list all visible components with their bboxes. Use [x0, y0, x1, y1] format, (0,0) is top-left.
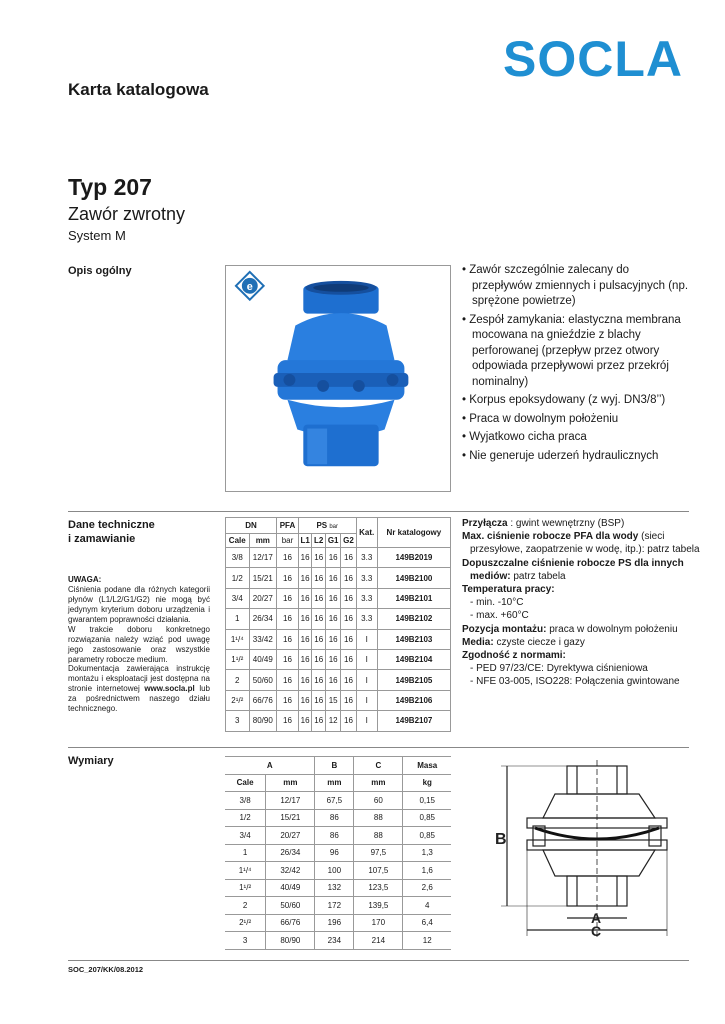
- divider: [68, 747, 689, 748]
- table-row: 1 26/34 96 97,5 1,3: [225, 844, 451, 862]
- col-header-cale: Cale: [226, 534, 250, 548]
- table-row: 3/8 12/17 67,5 60 0,15: [225, 792, 451, 810]
- doc-title: Karta katalogowa: [68, 80, 209, 99]
- section-technical-label: Dane techniczne i zamawianie: [68, 519, 155, 545]
- divider: [68, 960, 689, 961]
- feature-item: • Praca w dowolnym położeniu: [462, 412, 692, 428]
- product-photo: [225, 265, 451, 492]
- col-header-pfa: PFA: [277, 518, 299, 534]
- certification-badge-icon: [236, 272, 264, 300]
- feature-item: • Nie generuje uderzeń hydraulicznych: [462, 449, 692, 465]
- spec-item: Temperatura pracy:: [462, 584, 555, 596]
- table-row: 3/4 20/27 86 88 0,85: [225, 827, 451, 845]
- feature-item: • Korpus epoksydowany (z wyj. DN3/8’’): [462, 393, 692, 409]
- table-row: 2¹/² 66/76 16 16 16 15 16 I 149B2106: [226, 690, 451, 710]
- dimension-label-c: C: [591, 923, 602, 938]
- table-row: 3 80/90 16 16 16 12 16 I 149B2107: [226, 711, 451, 731]
- svg-text:e: e: [246, 280, 253, 293]
- feature-list: [462, 263, 692, 467]
- table-row: 1/2 15/21 16 16 16 16 16 3.3 149B2100: [226, 568, 451, 588]
- table-row: 1¹/⁴ 32/42 100 107,5 1,6: [225, 862, 451, 880]
- table-row: 2¹/² 66/76 196 170 6,4: [225, 914, 451, 932]
- dimension-label-a: A: [591, 910, 602, 926]
- table-row: 3/8 12/17 16 16 16 16 16 3.3 149B2019: [226, 548, 451, 568]
- feature-item: • Zawór szczególnie zalecany do przepływów zmiennych i pulsacyjnych (np. sprężone powietrze): [462, 263, 692, 310]
- col-header-kat: Kat.: [356, 518, 377, 548]
- spec-item: Pozycja montażu: praca w dowolnym położeniu: [462, 623, 678, 635]
- spec-item: Dopuszczalne ciśnienie robocze PS dla innych mediów: patrz tabela: [462, 557, 684, 582]
- type-title: Typ 207: [68, 174, 152, 200]
- spec-item: Media: czyste ciecze i gazy: [462, 636, 585, 648]
- spec-item: Przyłącza : gwint wewnętrzny (BSP): [462, 518, 625, 529]
- table-row: 2 50/60 16 16 16 16 16 I 149B2105: [226, 670, 451, 690]
- col-header-ps: PS bar: [298, 518, 356, 534]
- order-table: DN PFA PS bar Kat. Nr katalogowy Cale mm bar L1 L2 G1 G2 3/8 12/17 16 16 16 16 16 3.3 149B2019 1/2 15/21 16 16 16 16 16 3.3 149B2100 3/4 20/27 16 16 16 16 16 3.3 149B2101 1 26/34 16 16 16 16 16 3.3 149B2102 1¹/⁴ 33/42 16 16 16 16 16 I 149B2103 1¹/² 40/49 16 16 16 16 16 I 149B2104 2 50/60 16 16 16 16 16 I 149B2105 2¹/² 66/76 16 16 16 15 16 I 149B2106 3 80/90 16 16 16 12 16 I 149B2107: [225, 517, 451, 732]
- col-header-masa: Masa: [403, 757, 451, 775]
- dimensions-table: A B C Masa Cale mm mm mm kg 3/8 12/17 67,5 60 0,15 1/2 15/21 86 88 0,85 3/4 20/27 86 88 0,85 1 26/34 96 97,5 1,3 1¹/⁴ 32/42 100 107,5 1,6 1¹/² 40/49 132 123,5 2,6 2 50/60 172 139,5 4 2¹/² 66/76 196 170 6,4 3 80/90 234 214 12: [225, 756, 451, 950]
- website-link[interactable]: www.socla.pl: [144, 684, 195, 693]
- logo-text: SOCLA: [503, 31, 683, 87]
- table-row: 3/4 20/27 16 16 16 16 16 3.3 149B2101: [226, 588, 451, 608]
- section-dimensions-label: Wymiary: [68, 755, 114, 767]
- note-paragraph: W trakcie doboru konkretnego rozwiązania należy wziąć pod uwagę jego zastosowanie oraz wszystkie parametry robocze medium.: [68, 625, 210, 664]
- table-row: 1¹/² 40/49 132 123,5 2,6: [225, 879, 451, 897]
- table-row: 1¹/² 40/49 16 16 16 16 16 I 149B2104: [226, 649, 451, 669]
- table-row: 3 80/90 234 214 12: [225, 932, 451, 950]
- note-body: [68, 585, 210, 665]
- note-heading: UWAGA:: [68, 575, 102, 584]
- col-header-c: C: [354, 757, 403, 775]
- col-header-pfa-unit: bar: [277, 534, 299, 548]
- footer-code: SOC_207/KK/08.2012: [68, 965, 144, 974]
- spec-list: [462, 517, 702, 689]
- socla-logo: [503, 31, 687, 87]
- dimension-label-b: B: [495, 831, 507, 848]
- note-paragraph: Ciśnienia podane dla różnych kategorii płynów (L1/L2/G1/G2) nie mogą być jedynym kryterium doboru urządzenia i gwarantem poprawności działania.: [68, 585, 210, 624]
- section-general-label: Opis ogólny: [68, 265, 132, 277]
- documentation-note: Dokumentacja zawierająca instrukcję montażu i eksploatacji jest dostępna na stronie internetowej www.socla.pl lub za pośrednictwem naszego działu technicznego.: [68, 664, 210, 713]
- spec-item: Max. ciśnienie robocze PFA dla wody (sieci przesyłowe, zaopatrzenie w wodę, itp.): patrz tabela: [462, 531, 700, 556]
- system-label: System M: [68, 228, 126, 243]
- col-header-mm: mm: [249, 534, 277, 548]
- valve-cross-section-drawing: [485, 760, 695, 938]
- feature-item: • Zespół zamykania: elastyczna membrana mocowana na gnieździe z blachy perforowanej (przepływ przez otwory odpowiada przepływowi przez przekrój nominalny): [462, 313, 692, 391]
- table-row: 2 50/60 172 139,5 4: [225, 897, 451, 915]
- table-row: 1 26/34 16 16 16 16 16 3.3 149B2102: [226, 609, 451, 629]
- spec-subitem: - min. -10°C: [470, 597, 524, 609]
- product-subtitle: Zawór zwrotny: [68, 204, 186, 224]
- spec-subitem: - NFE 03-005, ISO228: Połączenia gwintowane: [470, 676, 680, 688]
- spec-subitem: - max. +60°C: [470, 610, 529, 622]
- col-header-a: A: [225, 757, 315, 775]
- col-header-b: B: [315, 757, 354, 775]
- valve-image-icon: [226, 266, 450, 491]
- spec-item: Zgodność z normami:: [462, 650, 566, 662]
- spec-subitem: - PED 97/23/CE: Dyrektywa ciśnieniowa: [470, 663, 648, 675]
- table-row: 1¹/⁴ 33/42 16 16 16 16 16 I 149B2103: [226, 629, 451, 649]
- divider: [68, 511, 689, 512]
- col-header-dn: DN: [226, 518, 277, 534]
- col-header-nr: Nr katalogowy: [377, 518, 450, 548]
- feature-item: • Wyjatkowo cicha praca: [462, 430, 692, 446]
- table-row: 1/2 15/21 86 88 0,85: [225, 809, 451, 827]
